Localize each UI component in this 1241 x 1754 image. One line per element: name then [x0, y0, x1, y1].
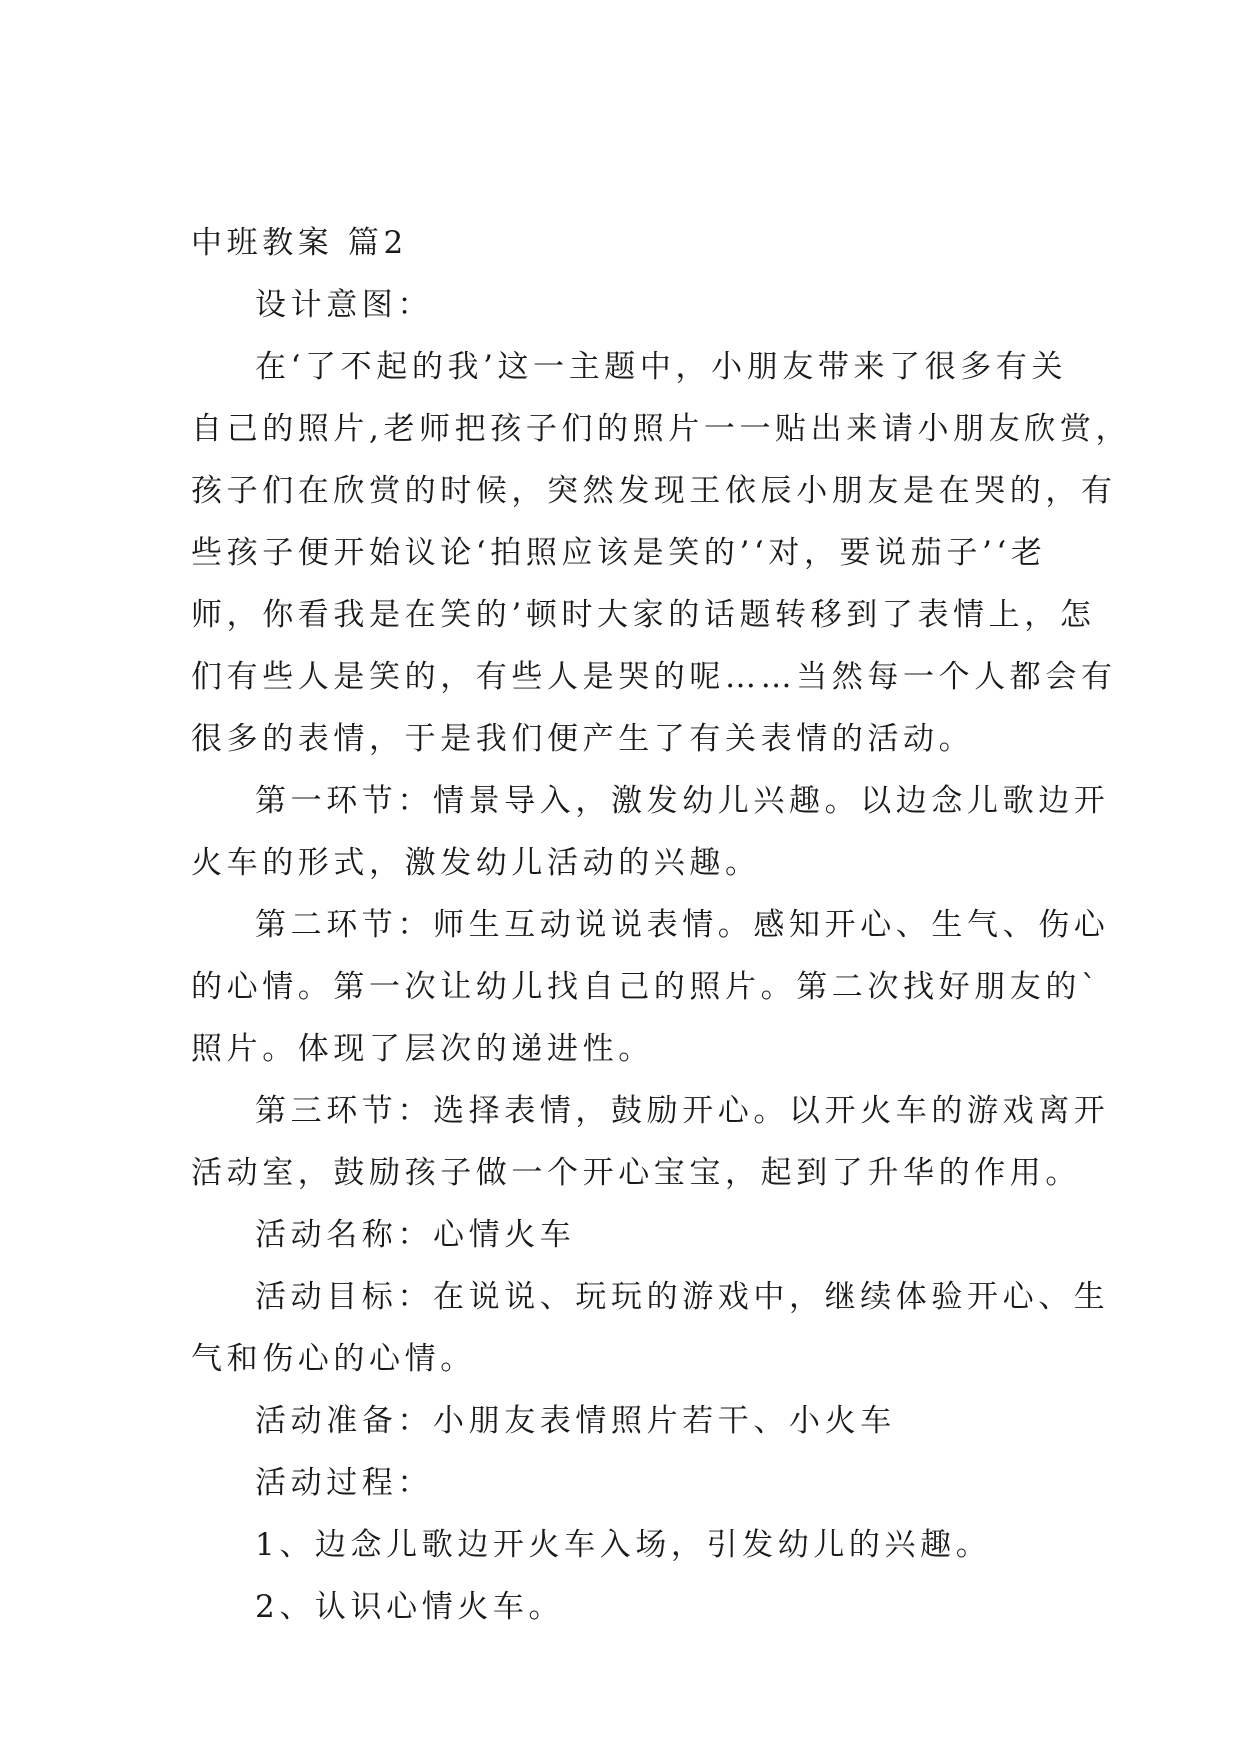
paragraph-line: 自己的照片,老师把孩子们的照片一一贴出来请小朋友欣赏， — [191, 411, 1132, 447]
document-title: 中班教案 篇2 — [191, 225, 408, 261]
paragraph-line: 些孩子便开始议论‘拍照应该是笑的’‘对，要说茄子’‘老 — [191, 535, 1047, 571]
paragraph-line: 照片。体现了层次的递进性。 — [191, 1031, 654, 1067]
paragraph-line: 师，你看我是在笑的’顿时大家的话题转移到了表情上，怎 — [191, 597, 1096, 633]
paragraph-line: 的心情。第一次让幼儿找自己的照片。第二次找好朋友的` — [191, 969, 1102, 1005]
paragraph-line: 第一环节：情景导入，激发幼儿兴趣。以边念儿歌边开 — [255, 783, 1110, 819]
paragraph-line: 在‘了不起的我’这一主题中，小朋友带来了很多有关 — [255, 349, 1068, 385]
activity-preparation: 活动准备：小朋友表情照片若干、小火车 — [255, 1403, 896, 1439]
activity-goal-continued: 气和伤心的心情。 — [191, 1341, 476, 1377]
process-step-2: 2、认识心情火车。 — [255, 1589, 565, 1625]
paragraph-line: 很多的表情，于是我们便产生了有关表情的活动。 — [191, 721, 975, 757]
paragraph-line: 火车的形式，激发幼儿活动的兴趣。 — [191, 845, 761, 881]
paragraph-line: 活动室，鼓励孩子做一个开心宝宝，起到了升华的作用。 — [191, 1155, 1081, 1191]
section-label-design-intent: 设计意图： — [255, 287, 433, 323]
activity-name: 活动名称：心情火车 — [255, 1217, 576, 1253]
process-step-1: 1、边念儿歌边开火车入场，引发幼儿的兴趣。 — [255, 1527, 992, 1563]
paragraph-line: 第二环节：师生互动说说表情。感知开心、生气、伤心 — [255, 907, 1110, 943]
document-body — [191, 222, 1132, 1638]
activity-goal: 活动目标：在说说、玩玩的游戏中，继续体验开心、生 — [255, 1279, 1110, 1315]
paragraph-line: 们有些人是笑的，有些人是哭的呢……当然每一个人都会有 — [191, 659, 1117, 695]
paragraph-line: 第三环节：选择表情，鼓励开心。以开火车的游戏离开 — [255, 1093, 1110, 1129]
activity-process-label: 活动过程： — [255, 1465, 433, 1501]
paragraph-line: 孩子们在欣赏的时候，突然发现王依辰小朋友是在哭的，有 — [191, 473, 1117, 509]
